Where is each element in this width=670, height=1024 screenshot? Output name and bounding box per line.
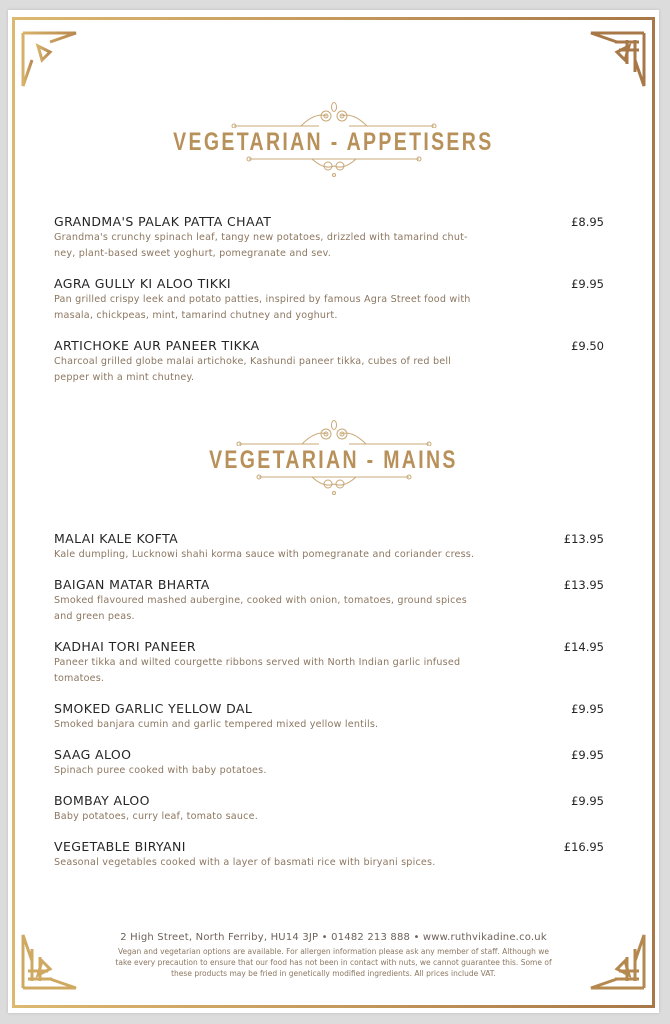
- item-description: Seasonal vegetables cooked with a layer of basmati rice with biryani spices.: [54, 857, 436, 868]
- item-price: £13.95: [563, 532, 604, 546]
- section-heading-text: VEGETARIAN - APPETISERS: [173, 128, 494, 156]
- mains-list: [54, 531, 604, 871]
- item-description: Spinach puree cooked with baby potatoes.: [54, 765, 267, 776]
- appetisers-list: [54, 214, 604, 386]
- item-description: Kale dumpling, Lucknowi shahi korma sauce with pomegranate and coriander cress.: [54, 549, 475, 560]
- item-price: £9.50: [571, 339, 604, 353]
- filigree-bottom-icon: [244, 156, 424, 178]
- filigree-top-icon: [229, 102, 439, 128]
- filigree-top-icon: [234, 420, 434, 446]
- item-price: £9.95: [571, 277, 604, 291]
- item-price: £9.95: [571, 794, 604, 808]
- menu-item: [54, 276, 604, 324]
- allergen-note: Vegan and vegetarian options are available. For allergen information please ask any member of staff. Although we take every precaution to ensure that our food has not been in contact with nuts, we cannot guarantee this. Some of these products may be fried in genetically modified ingredients. All prices include VAT.: [115, 947, 552, 978]
- item-title: KADHAI TORI PANEER: [54, 639, 196, 654]
- item-price: £8.95: [571, 215, 604, 229]
- item-description: Charcoal grilled globe malai artichoke, Kashundi paneer tikka, cubes of red bell pepper with a mint chutney.: [54, 356, 452, 383]
- menu-item: [54, 839, 604, 871]
- item-title: ARTICHOKE AUR PANEER TIKKA: [54, 338, 260, 353]
- corner-ornament-icon: [585, 30, 647, 92]
- item-title: SMOKED GARLIC YELLOW DAL: [54, 701, 253, 716]
- item-title: SAAG ALOO: [54, 747, 132, 762]
- section-heading-appetisers: [8, 102, 659, 178]
- filigree-bottom-icon: [254, 474, 414, 496]
- menu-item: [54, 639, 604, 687]
- section-heading-mains: [8, 420, 659, 496]
- menu-item: [54, 577, 604, 625]
- menu-page: [8, 10, 659, 1013]
- item-price: £13.95: [563, 578, 604, 592]
- item-title: GRANDMA'S PALAK PATTA CHAAT: [54, 214, 272, 229]
- item-title: AGRA GULLY KI ALOO TIKKI: [54, 276, 232, 291]
- footer: [8, 932, 659, 979]
- item-description: Smoked flavoured mashed aubergine, cooked with onion, tomatoes, ground spices and green peas.: [54, 595, 467, 622]
- menu-item: [54, 747, 604, 779]
- menu-item: [54, 793, 604, 825]
- section-heading-text: VEGETARIAN - MAINS: [209, 446, 458, 474]
- item-description: Pan grilled crispy leek and potato patties, inspired by famous Agra Street food with masala, chickpeas, mint, tamarind chutney and yoghurt.: [54, 294, 471, 321]
- item-description: Baby potatoes, curry leaf, tomato sauce.: [54, 811, 258, 822]
- item-title: VEGETABLE BIRYANI: [54, 839, 186, 854]
- item-price: £16.95: [563, 840, 604, 854]
- menu-item: [54, 214, 604, 262]
- menu-item: [54, 531, 604, 563]
- item-title: BAIGAN MATAR BHARTA: [54, 577, 210, 592]
- item-description: Paneer tikka and wilted courgette ribbons served with North Indian garlic infused tomatoes.: [54, 657, 461, 684]
- menu-item: [54, 701, 604, 733]
- item-price: £9.95: [571, 748, 604, 762]
- item-title: MALAI KALE KOFTA: [54, 531, 179, 546]
- item-description: Grandma's crunchy spinach leaf, tangy new potatoes, drizzled with tamarind chut- ney, plant-based sweet yoghurt, pomegranate and sev.: [54, 232, 468, 259]
- item-title: BOMBAY ALOO: [54, 793, 150, 808]
- footer-address: 2 High Street, North Ferriby, HU14 3JP • 01482 213 888 • www.ruthvikadine.co.uk: [120, 932, 547, 943]
- corner-ornament-icon: [20, 30, 82, 92]
- item-description: Smoked banjara cumin and garlic tempered mixed yellow lentils.: [54, 719, 379, 730]
- item-price: £14.95: [563, 640, 604, 654]
- menu-item: [54, 338, 604, 386]
- item-price: £9.95: [571, 702, 604, 716]
